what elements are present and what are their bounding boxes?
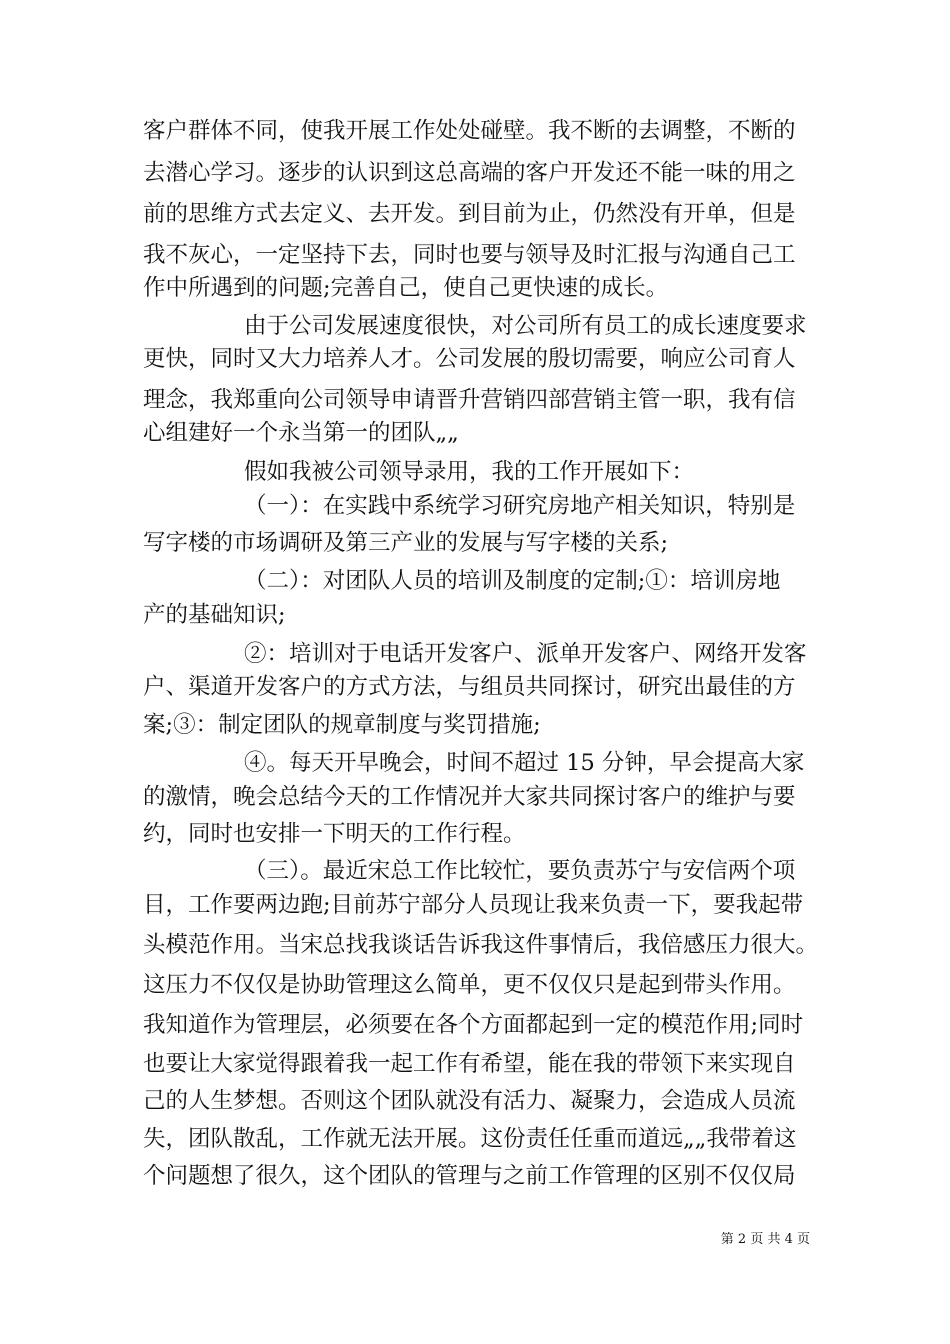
paragraph-start-line: 由于公司发展速度很快，对公司所有员工的成长速度要求 <box>244 313 807 339</box>
list-item-line: （一）：在实践中系统学习研究房地产相关知识，特别是 <box>244 493 796 519</box>
body-text-line: 作中所遇到的问题;完善自己，使自己更快速的成长。 <box>143 275 669 301</box>
body-text-line: 心组建好一个永当第一的团队„„ <box>143 420 459 446</box>
body-text-line: 也要让大家觉得跟着我一起工作有希望，能在我的带领下来实现自 <box>143 1051 796 1077</box>
body-text-line: 个问题想了很久，这个团队的管理与之前工作管理的区别不仅仅局 <box>143 1163 796 1189</box>
body-text-line: 理念，我郑重向公司领导申请晋升营销四部营销主管一职，我有信 <box>143 387 796 413</box>
page-number-footer: 第 2 页 共 4 页 <box>720 1232 810 1247</box>
body-text-line: 的激情，晚会总结今天的工作情况并大家共同探讨客户的维护与要 <box>143 784 796 810</box>
list-item-line: （三）。最近宋总工作比较忙，要负责苏宁与安信两个项 <box>244 858 796 884</box>
body-text-line: 目，工作要两边跑;目前苏宁部分人员现让我来负责一下，要我起带 <box>143 892 804 918</box>
list-item-line: ②：培训对于电话开发客户、派单开发客户、网络开发客 <box>244 641 807 667</box>
list-item-line: ④。每天开早晚会，时间不超过 15 分钟，早会提高大家 <box>244 750 805 776</box>
body-text-line: 己的人生梦想。否则这个团队就没有活力、凝聚力，会造成人员流 <box>143 1088 796 1114</box>
body-text-line: 客户群体不同，使我开展工作处处碰壁。我不断的去调整，不断的 <box>143 118 796 144</box>
body-text-line: 前的思维方式去定义、去开发。到目前为止，仍然没有开单，但是 <box>143 201 796 227</box>
body-text-line: 更快，同时又大力培养人才。公司发展的殷切需要，响应公司育人 <box>143 346 796 372</box>
list-item-line: （二）：对团队人员的培训及制度的定制;①：培训房地 <box>244 568 781 594</box>
body-text-line: 失，团队散乱，工作就无法开展。这份责任任重而道远„„我带着这 <box>143 1126 797 1152</box>
body-text-line: 写字楼的市场调研及第三产业的发展与写字楼的关系; <box>143 530 669 556</box>
body-text-line: 头模范作用。当宋总找我谈话告诉我这件事情后，我倍感压力很大。 <box>143 932 819 958</box>
body-text-line: 这压力不仅仅是协助管理这么简单，更不仅仅只是起到带头作用。 <box>143 972 796 998</box>
body-text-line: 我不灰心，一定坚持下去，同时也要与领导及时汇报与沟通自己工 <box>143 242 796 268</box>
body-text-line: 户、渠道开发客户的方式方法，与组员共同探讨，研究出最佳的方 <box>143 674 796 700</box>
paragraph-start-line: 假如我被公司领导录用，我的工作开展如下： <box>244 459 695 485</box>
body-text-line: 约，同时也安排一下明天的工作行程。 <box>143 821 526 847</box>
body-text-line: 案;③：制定团队的规章制度与奖罚措施; <box>143 712 541 738</box>
body-text-line: 产的基础知识; <box>143 602 286 628</box>
body-text-line: 我知道作为管理层，必须要在各个方面都起到一定的模范作用;同时 <box>143 1012 804 1038</box>
body-text-line: 去潜心学习。逐步的认识到这总高端的客户开发还不能一味的用之 <box>143 160 796 186</box>
